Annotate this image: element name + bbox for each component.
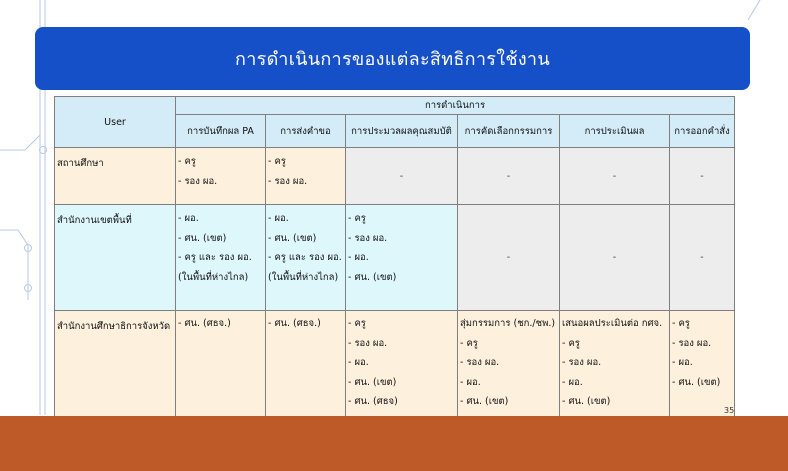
user-column-header: User: [55, 97, 176, 148]
list-item: - ครู: [178, 156, 196, 167]
column-header-process-qualification: การประมวลผลคุณสมบัติ: [346, 115, 458, 148]
list-item: - ครู และ รอง ผอ.: [268, 252, 342, 263]
user-cell: สถานศึกษา: [55, 148, 176, 205]
table-cell: [266, 205, 346, 311]
permission-table: [54, 96, 735, 437]
list-item: เสนอผลประเมินต่อ กศจ.: [562, 318, 663, 329]
table-cell-empty: -: [560, 205, 670, 311]
user-cell: สำนักงานศึกษาธิการจังหวัด: [55, 311, 176, 437]
list-item: - ศน. (เขต): [178, 232, 227, 244]
list-item: - ศน. (ศธจ): [348, 396, 398, 407]
column-header-issue-order: การออกคำสั่ง: [670, 115, 735, 148]
user-cell: สำนักงานเขตพื้นที่: [55, 205, 176, 311]
list-item: - ผอ.: [672, 357, 693, 368]
table-cell-empty: -: [458, 205, 560, 311]
list-item: - ครู: [268, 156, 286, 167]
list-item: - ศน. (เขต): [460, 396, 509, 407]
column-header-select-committee: การคัดเลือกกรรมการ: [458, 115, 560, 148]
table-row-school: [55, 148, 735, 205]
list-item: - ผอ.: [460, 376, 481, 388]
list-item: - ศน. (ศธจ.): [178, 318, 231, 329]
page-number: 35: [724, 406, 735, 415]
table-cell: [266, 148, 346, 205]
table-cell-empty: -: [670, 205, 735, 311]
footer-bar: [0, 416, 788, 471]
column-header-record-pa: การบันทึกผล PA: [176, 115, 266, 148]
actions-group-header: การดำเนินการ: [176, 97, 735, 115]
list-item: - รอง ผอ.: [672, 337, 712, 349]
list-item: - ผอ.: [178, 213, 199, 224]
list-item: - รอง ผอ.: [348, 337, 388, 349]
table-row-area-office: [55, 205, 735, 311]
list-item: - ผอ.: [562, 376, 583, 388]
list-item: - ศน. (เขต): [348, 271, 397, 283]
table-cell: [346, 205, 458, 311]
list-item: - ผอ.: [268, 213, 289, 224]
slide-title: การดำเนินการของแต่ละสิทธิการใช้งาน: [35, 27, 750, 90]
list-item: - ศน. (เขต): [672, 376, 721, 388]
list-item: - รอง ผอ.: [348, 232, 388, 244]
list-item: - ผอ.: [348, 357, 369, 368]
list-item: - ศน. (เขต): [348, 376, 397, 388]
list-item: - ครู: [348, 318, 366, 329]
list-item: - รอง ผอ.: [562, 357, 602, 368]
list-item: - ครู: [672, 318, 690, 329]
table-cell-empty: -: [670, 148, 735, 205]
list-item: สุ่มกรรมการ (ชก./ชพ.): [460, 318, 556, 329]
list-item: - ครู: [348, 213, 366, 224]
column-header-submit-request: การส่งคำขอ: [266, 115, 346, 148]
list-item: - ศน. (เขต): [268, 232, 317, 244]
list-item: - รอง ผอ.: [268, 175, 308, 187]
list-item: - รอง ผอ.: [178, 175, 218, 187]
table-cell-empty: -: [458, 148, 560, 205]
table-cell: [176, 148, 266, 205]
list-item: (ในพื้นที่ห่างไกล): [178, 271, 249, 283]
list-item: - ผอ.: [348, 252, 369, 263]
table-cell-empty: -: [346, 148, 458, 205]
list-item: (ในพื้นที่ห่างไกล): [268, 271, 339, 283]
table-cell: [176, 205, 266, 311]
list-item: - รอง ผอ.: [460, 357, 500, 368]
list-item: - ศน. (ศธจ.): [268, 318, 321, 329]
table-cell-empty: -: [560, 148, 670, 205]
list-item: - ครู: [460, 337, 478, 349]
column-header-evaluation: การประเมินผล: [560, 115, 670, 148]
list-item: - ครู และ รอง ผอ.: [178, 252, 252, 263]
list-item: - ศน. (เขต): [562, 396, 611, 407]
list-item: - ครู: [562, 337, 580, 349]
